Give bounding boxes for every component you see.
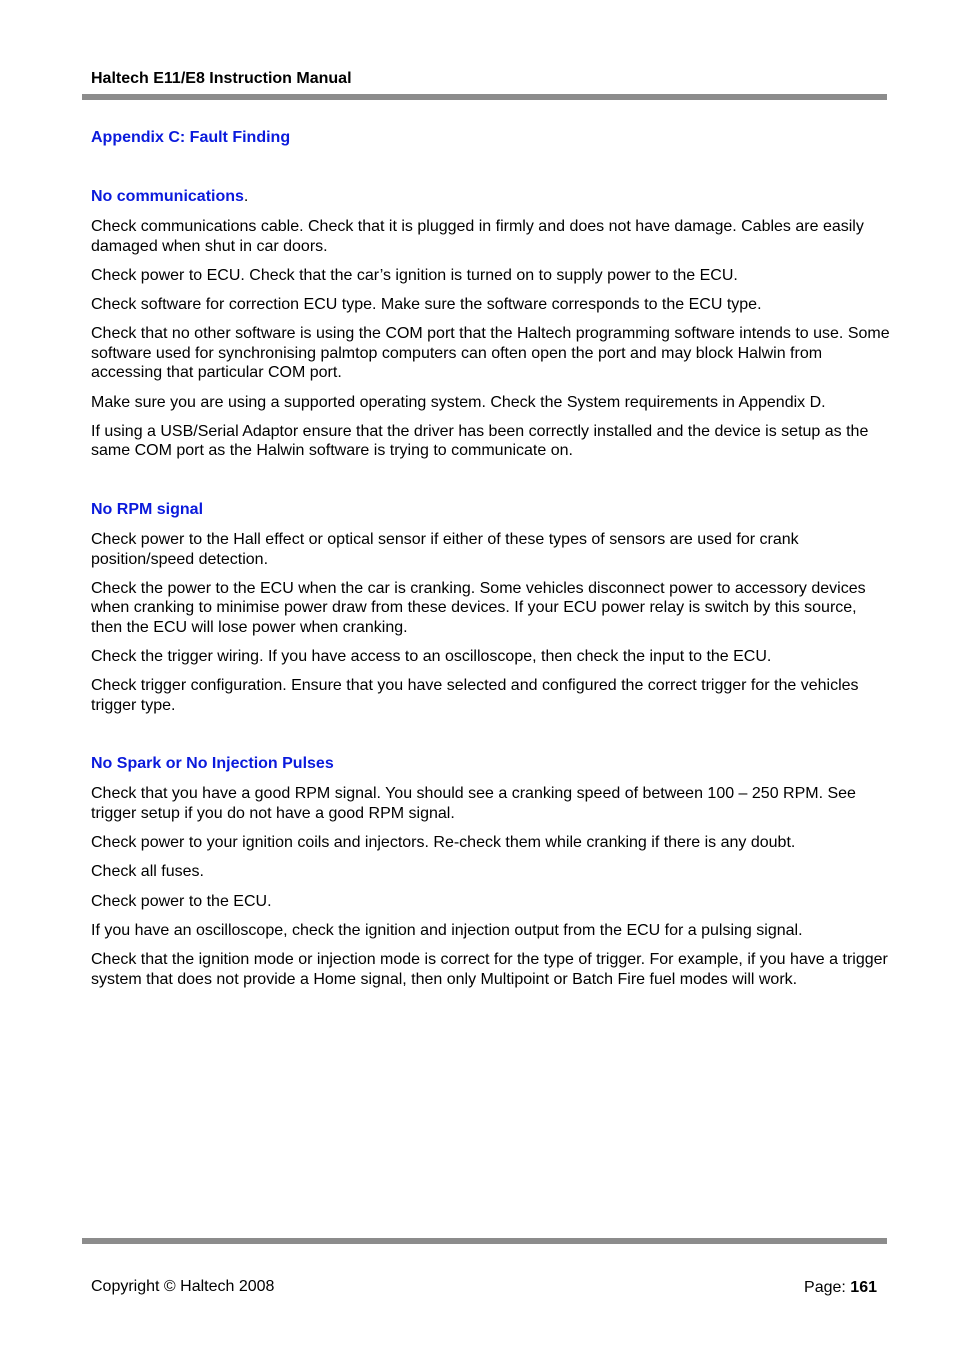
footer-copyright: Copyright © Haltech 2008 bbox=[91, 1278, 275, 1295]
section-heading: No Spark or No Injection Pulses bbox=[91, 755, 334, 773]
paragraph: Check that no other software is using the COM port that the Haltech programming software intends to use. Some software used for synchronising palmtop computers can often open the port and may block Halwin from accessing that particular COM port. bbox=[91, 325, 890, 382]
paragraph: Check communications cable. Check that it is plugged in firmly and does not have damage. Cables are easily damaged when shut in car doors. bbox=[91, 218, 864, 255]
paragraph: Check power to the Hall effect or optical sensor if either of these types of sensors are used for crank position/speed detection. bbox=[91, 530, 799, 568]
section-heading bbox=[91, 187, 891, 207]
paragraph: If using a USB/Serial Adaptor ensure that the driver has been correctly installed and the device is setup as the same COM port as the Halwin software is trying to communicate on. bbox=[91, 422, 869, 460]
footer-rule bbox=[82, 1238, 887, 1244]
paragraph: Check trigger configuration. Ensure that you have selected and configured the correct trigger for the vehicles trigger type. bbox=[91, 677, 859, 714]
paragraph: Check software for correction ECU type. Make sure the software corresponds to the ECU type. bbox=[91, 295, 762, 313]
section-no-communications bbox=[91, 187, 891, 461]
section-no-rpm-signal bbox=[91, 500, 891, 716]
header-rule bbox=[82, 94, 887, 100]
page-label: Page: bbox=[804, 1279, 846, 1296]
section-heading-suffix: . bbox=[243, 188, 249, 205]
paragraph: Check all fuses. bbox=[91, 863, 204, 881]
paragraph: Check the power to the ECU when the car is cranking. Some vehicles disconnect power to accessory devices when cranking to minimise power draw from these devices. If your ECU power relay is switch by this source, then the ECU will lose power when cranking. bbox=[91, 579, 866, 636]
document-header-title: Haltech E11/E8 Instruction Manual bbox=[91, 70, 352, 87]
paragraph: Check power to your ignition coils and injectors. Re-check them while cranking if there is any doubt. bbox=[91, 834, 796, 852]
paragraph: Check power to the ECU. bbox=[91, 892, 272, 910]
page-content bbox=[91, 128, 891, 1028]
paragraph: Check the trigger wiring. If you have access to an oscilloscope, then check the input to the ECU. bbox=[91, 648, 772, 666]
paragraph: Check that you have a good RPM signal. You should see a cranking speed of between 100 – 250 RPM. See trigger setup if you do not have a good RPM signal. bbox=[91, 785, 856, 823]
paragraph: If you have an oscilloscope, check the ignition and injection output from the ECU for a pulsing signal. bbox=[91, 921, 803, 939]
paragraph: Make sure you are using a supported operating system. Check the System requirements in Appendix D. bbox=[91, 393, 826, 411]
paragraph: Check that the ignition mode or injection mode is correct for the type of trigger. For example, if you have a trigger system that does not provide a Home signal, then only Multipoint or Batch Fire fuel modes will work. bbox=[91, 950, 888, 988]
section-heading-text: No communications bbox=[91, 188, 244, 205]
page-number: 161 bbox=[850, 1279, 877, 1296]
appendix-title: Appendix C: Fault Finding bbox=[91, 129, 291, 146]
section-no-spark-or-injection bbox=[91, 754, 891, 989]
section-heading: No RPM signal bbox=[91, 500, 204, 518]
paragraph: Check power to ECU. Check that the car’s ignition is turned on to supply power to the ECU. bbox=[91, 266, 738, 284]
footer-page-indicator bbox=[804, 1278, 877, 1298]
